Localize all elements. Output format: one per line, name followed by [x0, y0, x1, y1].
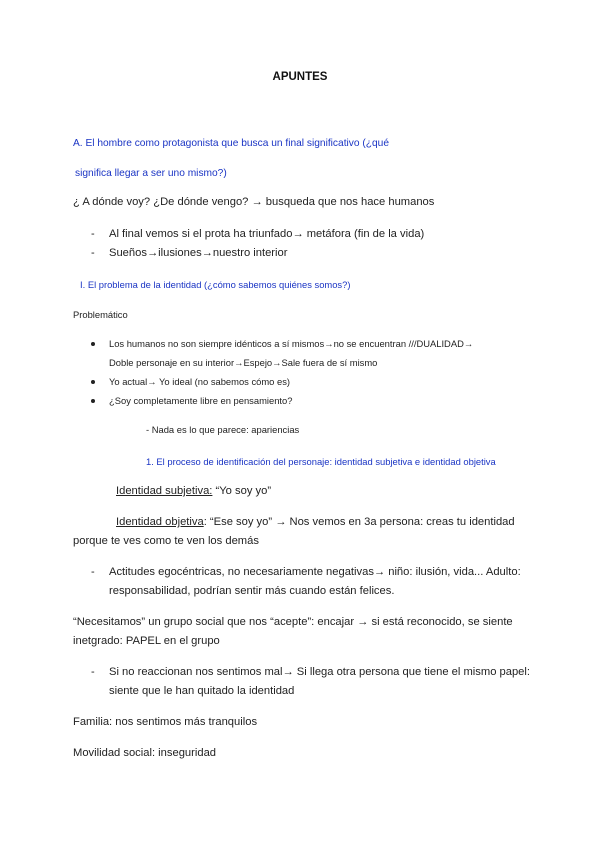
identidad-subjetiva: [116, 486, 271, 497]
question-line: ¿ A dónde voy? ¿De dónde vengo? → busqueda que nos hace humanos: [73, 196, 435, 208]
actitudes-line2: responsabilidad, podrían sentir más cuando están felices.: [109, 585, 395, 597]
section-a-heading-line1: A. El hombre como protagonista que busca un final significativo (¿qué: [73, 138, 389, 149]
dash-item-final: Al final vemos si el prota ha triunfado→ metáfora (fin de la vida): [109, 228, 425, 240]
identidad-objetiva-line1: [116, 517, 515, 528]
identidad-objetiva-label: Identidad objetiva: [116, 516, 204, 528]
subsection-1-heading: 1. El proceso de identificación del personaje: identidad subjetiva e identidad objetiva: [146, 456, 496, 467]
bullet-dualidad-line1: Los humanos no son siempre idénticos a sí mismos→no se encuentran ///DUALIDAD→: [109, 338, 474, 349]
dash-item-suenos: Sueños→ilusiones→nuestro interior: [109, 247, 288, 259]
identidad-subjetiva-label: Identidad subjetiva:: [116, 485, 213, 497]
bullet-dot: [91, 380, 95, 384]
bullet-yo-actual: Yo actual→ Yo ideal (no sabemos cómo es): [109, 376, 291, 387]
dash-marker: -: [91, 566, 95, 578]
section-a-heading-line2: significa llegar a ser uno mismo?): [75, 168, 227, 179]
identidad-objetiva-line2: porque te ves como te ven los demás: [73, 535, 259, 547]
problematico-label: Problemático: [73, 309, 128, 320]
reaccionan-line2: siente que le han quitado la identidad: [109, 685, 295, 697]
familia-line: Familia: nos sentimos más tranquilos: [73, 716, 258, 728]
dash-marker: -: [91, 666, 95, 678]
apariencias-note: - Nada es lo que parece: apariencias: [146, 424, 300, 435]
dash-marker: -: [91, 228, 95, 240]
page-title: APUNTES: [272, 71, 328, 83]
dash-marker: -: [91, 247, 95, 259]
section-i-heading: I. El problema de la identidad (¿cómo sabemos quiénes somos?): [80, 279, 351, 290]
identidad-subjetiva-text: “Yo soy yo”: [212, 485, 272, 497]
reaccionan-line1: Si no reaccionan nos sentimos mal→ Si llega otra persona que tiene el mismo papel:: [109, 666, 531, 678]
bullet-dot: [91, 342, 95, 346]
necesitamos-line2: inetgrado: PAPEL en el grupo: [73, 635, 220, 647]
bullet-dualidad-line2: Doble personaje en su interior→Espejo→Sale fuera de sí mismo: [109, 357, 378, 368]
bullet-libre: ¿Soy completamente libre en pensamiento?: [109, 395, 293, 406]
bullet-dot: [91, 399, 95, 403]
necesitamos-line1: “Necesitamos” un grupo social que nos “acepte”: encajar → si está reconocido, se siente: [73, 616, 513, 628]
identidad-objetiva-text: : “Ese soy yo” → Nos vemos en 3a persona: creas tu identidad: [203, 516, 515, 528]
movilidad-line: Movilidad social: inseguridad: [73, 747, 217, 759]
actitudes-line1: Actitudes egocéntricas, no necesariamente negativas→ niño: ilusión, vida... Adulto:: [109, 566, 521, 578]
